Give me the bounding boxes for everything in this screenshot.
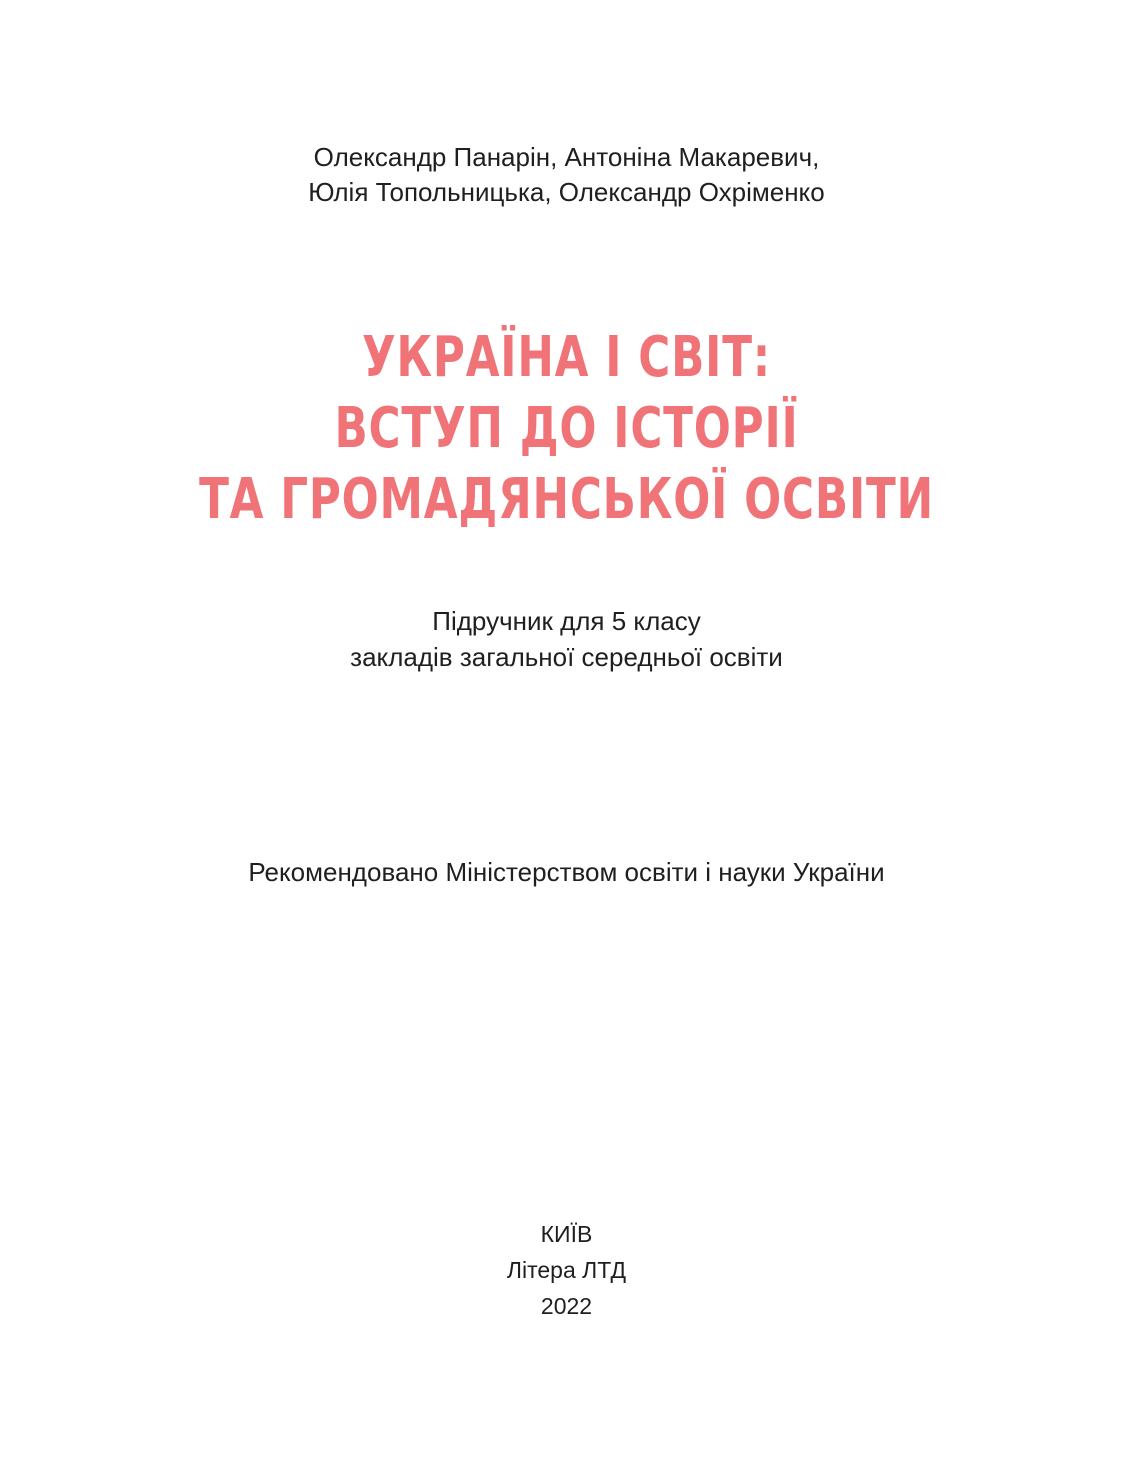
title-line-2: ВСТУП ДО ІСТОРІЇ (334, 396, 799, 461)
recommendation-text: Рекомендовано Міністерством освіти і науки України (248, 857, 885, 887)
imprint-year: 2022 (540, 1293, 593, 1319)
subtitle-line-2: закладів загальної середньої освіти (350, 642, 783, 672)
authors-line-1: Олександр Панарін, Антоніна Макаревич, (313, 142, 820, 172)
imprint-city: КИЇВ (540, 1221, 593, 1247)
imprint-publisher: Літера ЛТД (506, 1257, 627, 1283)
title-line-1: УКРАЇНА І СВІТ: (361, 325, 772, 390)
title-line-3: ТА ГРОМАДЯНСЬКОЇ ОСВІТИ (199, 467, 934, 532)
subtitle-line-1: Підручник для 5 класу (432, 606, 701, 636)
authors-line-2: Юлія Топольницька, Олександр Охріменко (308, 177, 825, 207)
